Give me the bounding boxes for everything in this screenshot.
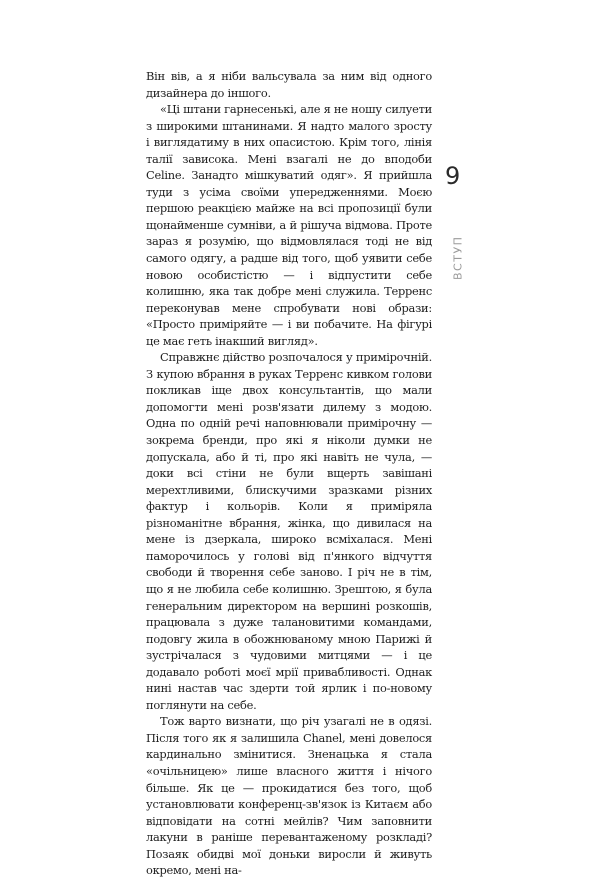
section-label: ВСТУП <box>451 235 465 281</box>
page-number: 9 <box>445 162 461 190</box>
paragraph: «Ці штани гарнесенькі, але я не ношу силуети з широкими штанинами. Я надто малого зросту і виглядатиму в них опасистою. Крім того, лінія талії зависока. Мені взагалі не до вподоби Celine. Занадто мішкуватий одяг». Я прийшла туди з усіма своїми упередженнями. Моєю першою реакцією майже на всі пропозиції були щонайменше сумніви, а й рішуча відмова. Проте зараз я розумію, що відмовлялася тоді не від самого одягу, а радше від того, щоб уявити себе новою особистістю — і відпустити себе колишню, яка так добре мені служила. Терренс переконував мене спробувати нові образи: «Просто приміряйте — і ви побачите. На фігурі це має геть інакший вигляд». <box>146 102 433 348</box>
paragraph: Тож варто визнати, що річ узагалі не в одязі. Після того як я залишила Chanel, мені довелося кардинально змінитися. Зненацька я стала «очільницею» лише власного життя і нічого більше. Як це — прокидатися без того, щоб установлювати конференц-зв'язок із Китаєм або відповідати на сотні мейлів? Чим заповнити лакуни в раніше перевантаженому розкладі? Позаяк обидві мої доньки виросли й живуть окремо, мені на- <box>146 714 432 878</box>
paragraph: Він вів, а я ніби вальсувала за ним від одного дизайнера до іншого. <box>146 69 432 100</box>
body-text <box>146 68 432 879</box>
paragraph: Справжнє дійство розпочалося у примірочній. З купою вбрання в руках Терренс кивком голови покликав іще двох консультантів, що мали допомогти мені розв'язати дилему з модою. Одна по одній речі наповнювали примірочну — зокрема бренди, про які я ніколи думки не допускала, або й ті, про які навіть не чула, — доки всі стіни не були вщерть завішані мерехтливими, блискучими зразками різних фактур і кольорів. Коли я приміряла різноманітне вбрання, жінка, що дивилася на мене із дзеркала, широко всміхалася. Мені паморочилось у голові від п'янкого відчуття свободи й творення себе заново. І річ не в тім, що я не любила себе колишню. Зрештою, я була генеральним директором на вершині розкошів, працювала з дуже талановитими командами, подовгу жила в обожнюваному мною Парижі й зустрічалася з чудовими митцями — і це додавало роботі моєї мрії привабливості. Однак нині настав час здерти той ярлик і по-новому поглянути на себе. <box>146 350 432 712</box>
